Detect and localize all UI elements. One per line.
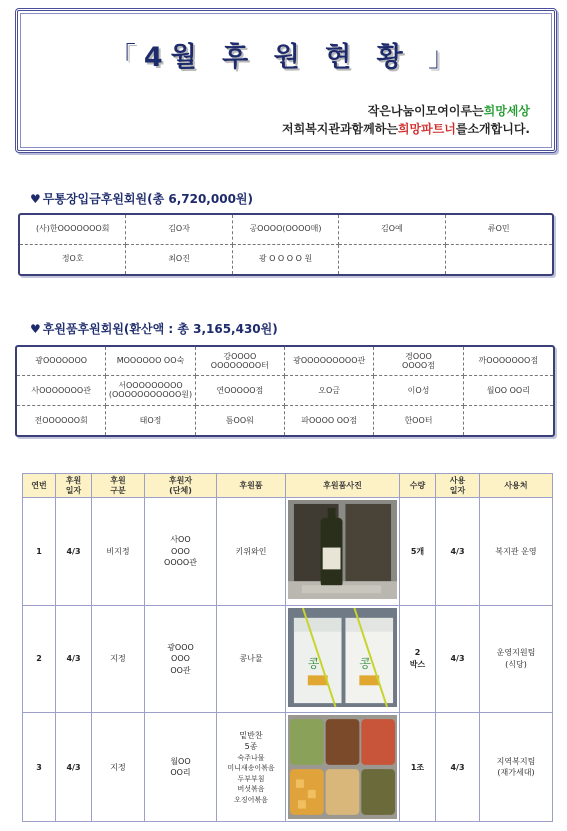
goods-donors-grid (15, 345, 555, 437)
donor-name-cell: 월OO OO리 (464, 376, 553, 405)
cell-item (217, 713, 286, 822)
side-dishes-photo (288, 715, 397, 819)
section-goods-donors-title (30, 320, 278, 337)
cell-type: 비지정 (92, 498, 145, 606)
section-cash-donors-label: 무통장입금후원회원(총 6,720,000원) (42, 192, 253, 206)
cell-photo (286, 605, 400, 713)
donor-name-cell: 정O호 (20, 245, 126, 275)
wine-gift-image (288, 500, 397, 599)
donor-name-cell: 광OOOOOOOOO관 (285, 347, 374, 376)
col-header: 후원품 (217, 474, 286, 498)
beansprout-boxes-image (288, 608, 397, 707)
cell-use-place: 복지관 운영 (480, 498, 553, 606)
cell-no: 3 (23, 713, 56, 822)
donor-name-cell: 김O자 (126, 215, 232, 245)
donor-name-cell: 강OOOO OOOOOOOO터 (196, 347, 285, 376)
cell-use-place: 지역복지팀 (재가세대) (480, 713, 553, 822)
col-header: 사용 일자 (436, 474, 480, 498)
cell-use-date: 4/3 (436, 713, 480, 822)
item-sublist: 숙주나물 미니새송이볶음 두부부침 버섯볶음 오징어볶음 (227, 753, 275, 804)
donor-name-cell: 서OOOOOOOOO (OOOOOOOOOOO원) (106, 376, 195, 405)
cell-item: 키위와인 (217, 498, 286, 606)
cell-no: 2 (23, 605, 56, 713)
page-title (18, 35, 554, 74)
wine-photo (288, 500, 397, 603)
cell-donor: 광OOO OOO OO관 (145, 605, 217, 713)
donor-name-cell (446, 245, 552, 275)
cell-qty: 1조 (400, 713, 436, 822)
donor-name-cell: 이O성 (374, 376, 463, 405)
section-cash-donors-title (30, 190, 253, 207)
subtitle-1-highlight: 희망세상 (483, 104, 530, 118)
cell-item: 콩나물 (217, 605, 286, 713)
item-title: 밑반찬 5종 (239, 730, 263, 752)
donor-name-cell: 사OOOOOOO관 (17, 376, 106, 405)
table-row (23, 713, 553, 822)
donor-name-cell: 태O정 (106, 406, 195, 435)
col-header: 후원 일자 (56, 474, 92, 498)
cell-use-place: 운영지원팀 (식당) (480, 605, 553, 713)
donor-name-cell (464, 406, 553, 435)
subtitle-line-2 (282, 120, 530, 137)
cell-date: 4/3 (56, 605, 92, 713)
donor-name-cell: 오O금 (285, 376, 374, 405)
subtitle-2-highlight: 희망파트너 (397, 122, 456, 136)
beansprout-photo (288, 608, 397, 711)
cell-use-date: 4/3 (436, 498, 480, 606)
subtitle-1-text: 작은나눔이모여이루는 (367, 104, 484, 118)
donation-detail-table (22, 473, 553, 822)
donor-name-cell: 파OOOO OO점 (285, 406, 374, 435)
donor-name-cell: 광OOOOOOO (17, 347, 106, 376)
table-header-row (23, 474, 553, 498)
cell-qty: 5개 (400, 498, 436, 606)
title-close-bracket: 」 (428, 42, 464, 73)
table-row (23, 498, 553, 606)
col-header: 수량 (400, 474, 436, 498)
donor-name-cell: 공OOOO(OOOO매) (233, 215, 339, 245)
title-text: 4월 후 원 현 황 (143, 42, 411, 73)
side-dishes-image (288, 715, 397, 819)
heart-icon: ♥ (30, 322, 41, 336)
donor-name-cell: 전OOOOOO회 (17, 406, 106, 435)
cell-type: 지정 (92, 605, 145, 713)
cell-photo (286, 713, 400, 822)
cell-qty: 2 박스 (400, 605, 436, 713)
donor-name-cell: 연OOOOO점 (196, 376, 285, 405)
cell-type: 지정 (92, 713, 145, 822)
col-header: 후원 구분 (92, 474, 145, 498)
donor-name-cell: 틈OO워 (196, 406, 285, 435)
donor-name-cell: 까OOOOOOO점 (464, 347, 553, 376)
col-header: 사용처 (480, 474, 553, 498)
subtitle-2-text: 저희복지관과함께하는 (281, 122, 398, 136)
donor-name-cell (339, 245, 445, 275)
donor-name-cell: 광 O O O O 원 (233, 245, 339, 275)
cash-donors-grid (18, 213, 554, 276)
svg-text:콩: 콩 (307, 656, 320, 671)
heart-icon: ♥ (30, 192, 41, 206)
donor-name-cell: 김O예 (339, 215, 445, 245)
col-header: 연번 (23, 474, 56, 498)
donor-name-cell: MOOOOOO OO숙 (106, 347, 195, 376)
subtitle-2-suffix: 를소개합니다. (455, 122, 530, 136)
cell-photo (286, 498, 400, 606)
col-header: 후원자 (단체) (145, 474, 217, 498)
donor-name-cell: 류O민 (446, 215, 552, 245)
table-row (23, 605, 553, 713)
cell-date: 4/3 (56, 713, 92, 822)
cell-date: 4/3 (56, 498, 92, 606)
section-goods-donors-label: 후원품후원회원(환산액 : 총 3,165,430원) (42, 322, 278, 336)
col-header: 후원품사진 (286, 474, 400, 498)
cell-no: 1 (23, 498, 56, 606)
cell-donor: 월OO OO리 (145, 713, 217, 822)
cell-use-date: 4/3 (436, 605, 480, 713)
donor-name-cell: 최O진 (126, 245, 232, 275)
svg-text:콩: 콩 (359, 656, 371, 671)
donor-name-cell: 경OOO OOOO점 (374, 347, 463, 376)
subtitle-line-1 (368, 102, 530, 119)
donor-name-cell: (사)한OOOOOOO회 (20, 215, 126, 245)
cell-donor: 사OO OOO OOOO관 (145, 498, 217, 606)
donor-name-cell: 한OO터 (374, 406, 463, 435)
title-open-bracket: 「 (108, 42, 144, 73)
header-box (15, 8, 557, 153)
